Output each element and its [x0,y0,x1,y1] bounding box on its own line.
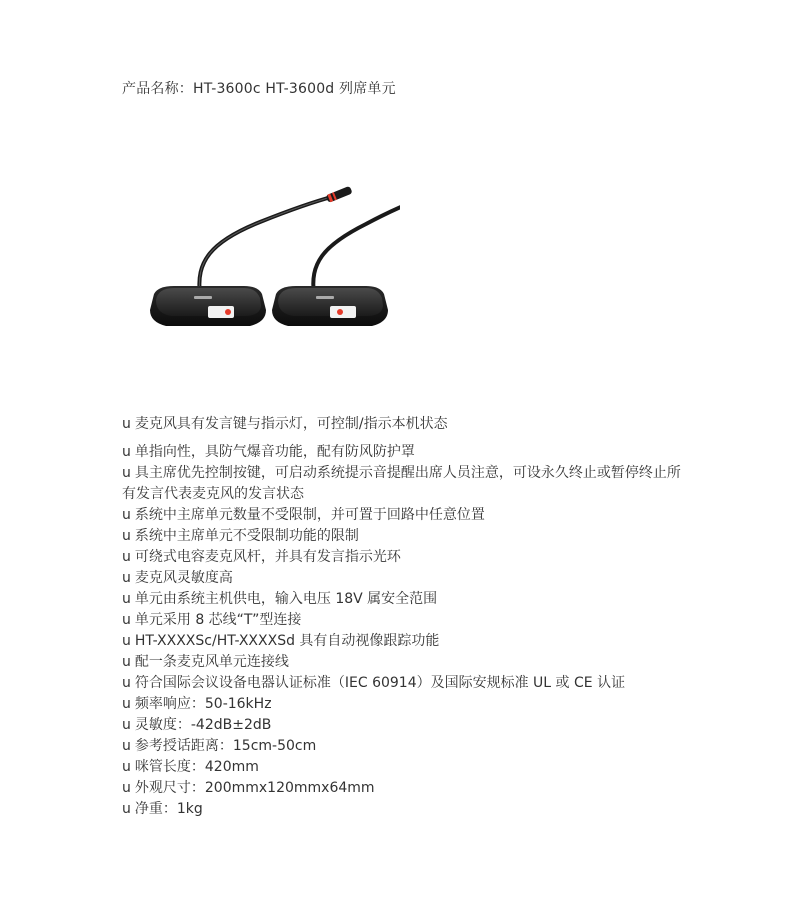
bullet-glyph: u [122,801,131,817]
product-title: 产品名称：HT-3600c HT-3600d 列席单元 [122,81,396,97]
product-photo [140,182,400,352]
feature-item: u 可绕式电容麦克风杆，并具有发言指示光环 [122,549,401,565]
feature-item: u 系统中主席单元不受限制功能的限制 [122,528,359,544]
bullet-glyph: u [122,717,131,733]
feature-item: u 频率响应：50-16kHz [122,696,272,712]
bullet-glyph: u [122,416,131,432]
bullet-glyph: u [122,696,131,712]
feature-item: u 外观尺寸：200mmx120mmx64mm [122,780,375,796]
bullet-glyph: u [122,612,131,628]
feature-item: u 咪管长度：420mm [122,759,259,775]
feature-item: u 符合国际会议设备电器认证标准（IEC 60914）及国际安规标准 UL 或 CE 认证 [122,675,626,691]
feature-item: u 具主席优先控制按键，可启动系统提示音提醒出席人员注意，可设永久终止或暂停终止所有发言代表麦克风的发言状态 [122,465,681,502]
feature-item: u 单元采用 8 芯线“T”型连接 [122,612,302,628]
bullet-glyph: u [122,528,131,544]
feature-item: u 单元由系统主机供电，输入电压 18V 属安全范围 [122,591,438,607]
feature-item: u 灵敏度：-42dB±2dB [122,717,272,733]
bullet-glyph: u [122,654,131,670]
bullet-glyph: u [122,465,131,481]
bullet-glyph: u [122,633,131,649]
bullet-glyph: u [122,444,131,460]
feature-item: u 系统中主席单元数量不受限制，并可置于回路中任意位置 [122,507,485,523]
feature-item: u 配一条麦克风单元连接线 [122,654,289,670]
bullet-glyph: u [122,549,131,565]
bullet-glyph: u [122,507,131,523]
bullet-glyph: u [122,759,131,775]
bullet-glyph: u [122,738,131,754]
bullet-glyph: u [122,570,131,586]
feature-list [122,414,692,820]
feature-item: u 麦克风灵敏度高 [122,570,233,586]
feature-item: u HT-XXXXSc/HT-XXXXSd 具有自动视像跟踪功能 [122,633,440,649]
bullet-glyph: u [122,675,131,691]
feature-item: u 单指向性，具防气爆音功能，配有防风防护罩 [122,444,415,460]
bullet-glyph: u [122,780,131,796]
feature-item: u 麦克风具有发言键与指示灯，可控制/指示本机状态 [122,416,448,432]
bullet-glyph: u [122,591,131,607]
feature-item: u 净重：1kg [122,801,203,817]
feature-item: u 参考授话距离：15cm-50cm [122,738,317,754]
